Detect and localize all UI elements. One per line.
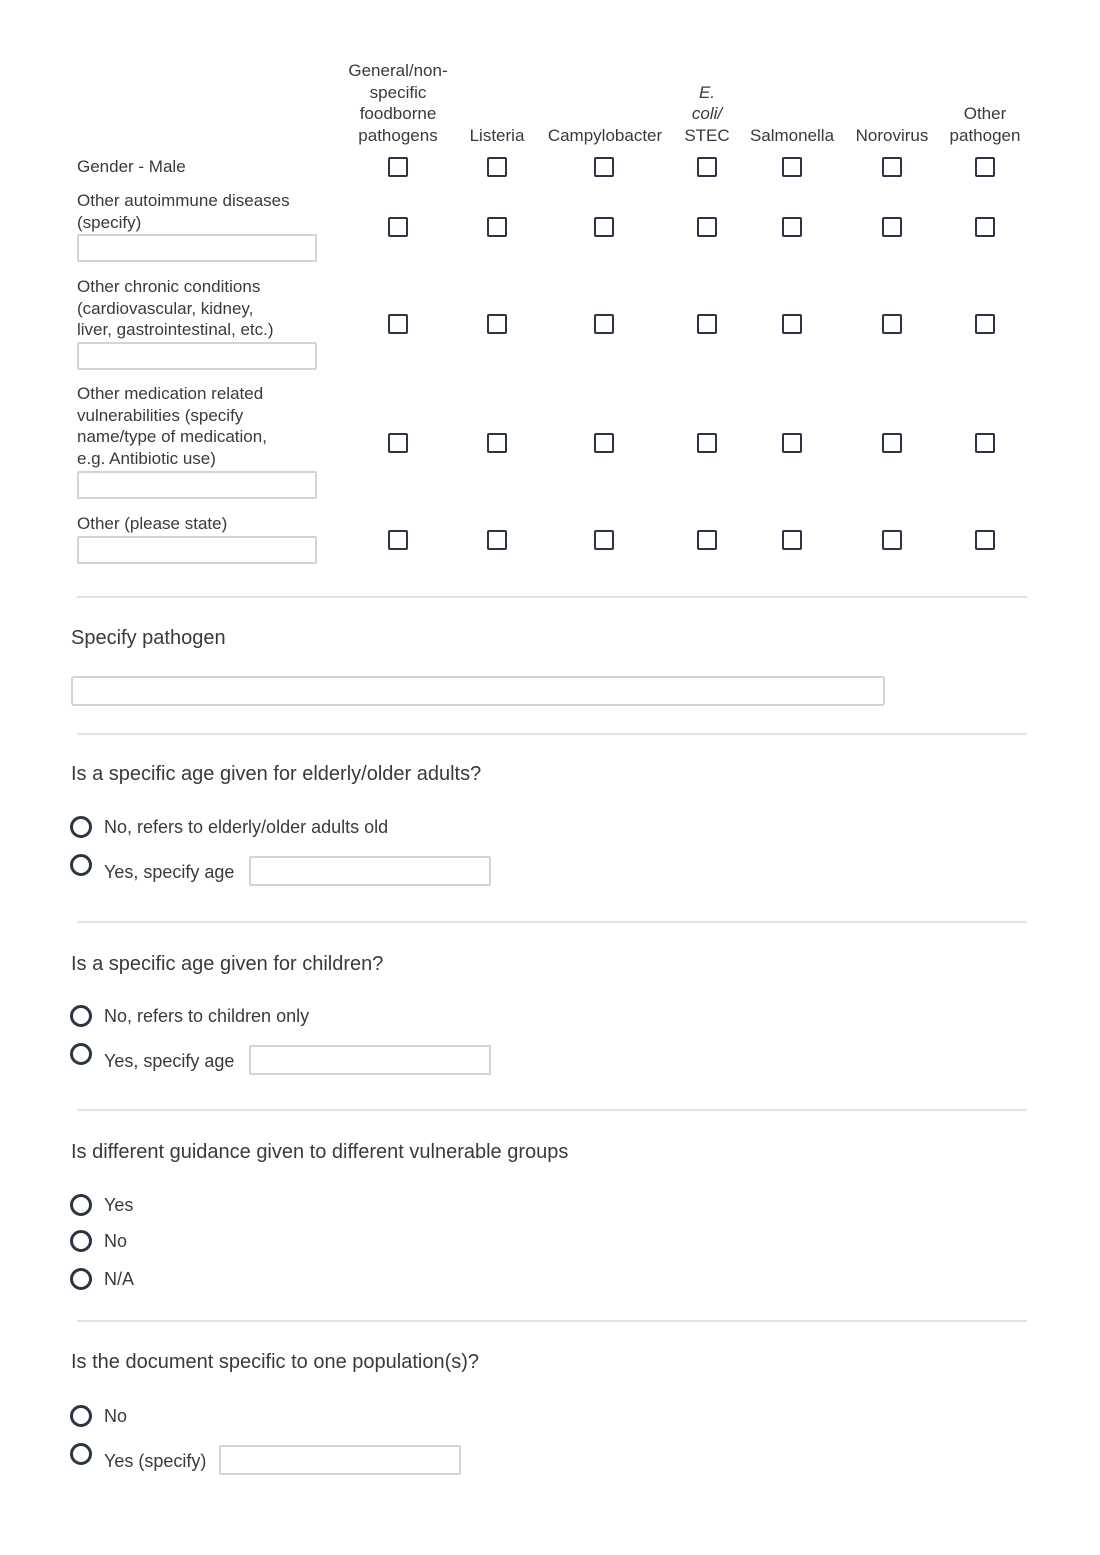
children-yes-label: Yes, specify age bbox=[104, 1051, 235, 1071]
population-no-radio[interactable] bbox=[70, 1405, 92, 1427]
children-age-question: Is a specific age given for children? bbox=[71, 953, 384, 975]
elderly-age-input[interactable] bbox=[249, 856, 491, 886]
checkbox-medication-other[interactable] bbox=[975, 433, 995, 453]
checkbox-medication-ecoli[interactable] bbox=[697, 433, 717, 453]
specify-pathogen-input[interactable] bbox=[71, 676, 885, 706]
section-divider bbox=[77, 921, 1027, 923]
checkbox-autoimmune-listeria[interactable] bbox=[487, 217, 507, 237]
guidance-no-label: No bbox=[104, 1231, 128, 1251]
guidance-na-label: N/A bbox=[104, 1269, 135, 1289]
section-divider bbox=[77, 733, 1027, 735]
checkbox-gender-other[interactable] bbox=[975, 157, 995, 177]
checkbox-chronic-campylobacter[interactable] bbox=[594, 314, 614, 334]
population-yes-radio[interactable] bbox=[70, 1443, 92, 1465]
checkbox-gender-general[interactable] bbox=[388, 157, 408, 177]
section-divider bbox=[77, 1320, 1027, 1322]
guidance-yes-label: Yes bbox=[104, 1195, 134, 1215]
column-header-salmonella: Salmonella bbox=[749, 125, 835, 145]
elderly-yes-label: Yes, specify age bbox=[104, 862, 235, 882]
checkbox-autoimmune-salmonella[interactable] bbox=[782, 217, 802, 237]
elderly-no-label: No, refers to elderly/older adults old bbox=[104, 817, 389, 837]
checkbox-gender-ecoli[interactable] bbox=[697, 157, 717, 177]
checkbox-gender-listeria[interactable] bbox=[487, 157, 507, 177]
checkbox-gender-salmonella[interactable] bbox=[782, 157, 802, 177]
row-label-autoimmune: Other autoimmune diseases (specify) bbox=[77, 191, 290, 232]
checkbox-gender-norovirus[interactable] bbox=[882, 157, 902, 177]
column-header-other-pathogen: Other pathogen bbox=[949, 104, 1021, 145]
children-no-radio[interactable] bbox=[70, 1005, 92, 1027]
checkbox-autoimmune-campylobacter[interactable] bbox=[594, 217, 614, 237]
checkbox-other-other[interactable] bbox=[975, 530, 995, 550]
checkbox-other-ecoli[interactable] bbox=[697, 530, 717, 550]
medication-specify-input[interactable] bbox=[77, 471, 317, 499]
children-yes-radio[interactable] bbox=[70, 1043, 92, 1065]
different-guidance-question: Is different guidance given to different vulnerable groups bbox=[71, 1141, 569, 1163]
checkbox-chronic-norovirus[interactable] bbox=[882, 314, 902, 334]
checkbox-medication-listeria[interactable] bbox=[487, 433, 507, 453]
row-label-medication: Other medication related vulnerabilities (specify name/type of medication, e.g. Antibiotic use) bbox=[77, 384, 267, 468]
guidance-yes-radio[interactable] bbox=[70, 1194, 92, 1216]
checkbox-chronic-other[interactable] bbox=[975, 314, 995, 334]
checkbox-medication-general[interactable] bbox=[388, 433, 408, 453]
section-divider bbox=[77, 596, 1027, 598]
checkbox-medication-norovirus[interactable] bbox=[882, 433, 902, 453]
checkbox-gender-campylobacter[interactable] bbox=[594, 157, 614, 177]
checkbox-chronic-ecoli[interactable] bbox=[697, 314, 717, 334]
elderly-age-question: Is a specific age given for elderly/older adults? bbox=[71, 763, 482, 785]
population-yes-label: Yes (specify) bbox=[104, 1451, 207, 1471]
population-specify-input[interactable] bbox=[219, 1445, 461, 1475]
checkbox-medication-campylobacter[interactable] bbox=[594, 433, 614, 453]
specify-pathogen-label: Specify pathogen bbox=[71, 627, 226, 649]
checkbox-other-general[interactable] bbox=[388, 530, 408, 550]
checkbox-other-listeria[interactable] bbox=[487, 530, 507, 550]
guidance-na-radio[interactable] bbox=[70, 1268, 92, 1290]
elderly-no-radio[interactable] bbox=[70, 816, 92, 838]
row-label-chronic-conditions: Other chronic conditions (cardiovascular, kidney, liver, gastrointestinal, etc.) bbox=[77, 277, 274, 339]
section-divider bbox=[77, 1109, 1027, 1111]
checkbox-chronic-salmonella[interactable] bbox=[782, 314, 802, 334]
chronic-specify-input[interactable] bbox=[77, 342, 317, 370]
checkbox-chronic-general[interactable] bbox=[388, 314, 408, 334]
autoimmune-specify-input[interactable] bbox=[77, 234, 317, 262]
column-header-ecoli-stec: E. coli/ STEC bbox=[684, 82, 730, 145]
checkbox-other-campylobacter[interactable] bbox=[594, 530, 614, 550]
checkbox-other-salmonella[interactable] bbox=[782, 530, 802, 550]
elderly-yes-radio[interactable] bbox=[70, 854, 92, 876]
checkbox-autoimmune-other[interactable] bbox=[975, 217, 995, 237]
checkbox-autoimmune-general[interactable] bbox=[388, 217, 408, 237]
column-header-general: General/non- specific foodborne pathogens bbox=[348, 61, 448, 145]
checkbox-medication-salmonella[interactable] bbox=[782, 433, 802, 453]
checkbox-autoimmune-norovirus[interactable] bbox=[882, 217, 902, 237]
checkbox-other-norovirus[interactable] bbox=[882, 530, 902, 550]
checkbox-autoimmune-ecoli[interactable] bbox=[697, 217, 717, 237]
column-header-listeria: Listeria bbox=[469, 125, 525, 145]
children-age-input[interactable] bbox=[249, 1045, 491, 1075]
population-specific-question: Is the document specific to one population(s)? bbox=[71, 1351, 480, 1373]
population-no-label: No bbox=[104, 1406, 128, 1426]
column-header-norovirus: Norovirus bbox=[855, 125, 929, 145]
other-state-input[interactable] bbox=[77, 536, 317, 564]
row-label-other: Other (please state) bbox=[77, 514, 228, 533]
children-no-label: No, refers to children only bbox=[104, 1006, 310, 1026]
row-label-gender-male: Gender - Male bbox=[77, 157, 186, 176]
guidance-no-radio[interactable] bbox=[70, 1230, 92, 1252]
checkbox-chronic-listeria[interactable] bbox=[487, 314, 507, 334]
column-header-campylobacter: Campylobacter bbox=[547, 125, 663, 145]
